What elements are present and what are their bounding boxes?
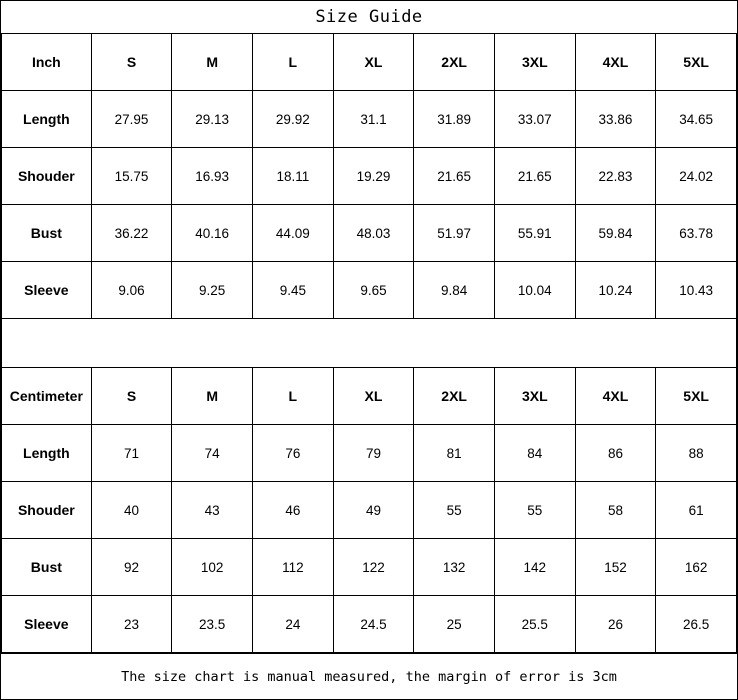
cell: 51.97 (414, 205, 495, 262)
column-header-4xl: 4XL (575, 34, 656, 91)
cell: 19.29 (333, 148, 414, 205)
cell: 36.22 (91, 205, 172, 262)
column-header-4xl: 4XL (575, 368, 656, 425)
cell: 84 (494, 425, 575, 482)
cell: 9.06 (91, 262, 172, 319)
inch-table-wrapper (1, 33, 737, 319)
column-header-xl: XL (333, 34, 414, 91)
cell: 55.91 (494, 205, 575, 262)
cell: 22.83 (575, 148, 656, 205)
column-header-2xl: 2XL (414, 368, 495, 425)
cell: 16.93 (172, 148, 253, 205)
page-title: Size Guide (315, 7, 423, 27)
cell: 10.04 (494, 262, 575, 319)
row-label-sleeve: Sleeve (2, 596, 92, 653)
cell: 9.65 (333, 262, 414, 319)
table-row (2, 91, 737, 148)
row-label-length: Length (2, 91, 92, 148)
table-row (2, 148, 737, 205)
column-header-xl: XL (333, 368, 414, 425)
cell: 59.84 (575, 205, 656, 262)
column-header-5xl: 5XL (656, 368, 737, 425)
cell: 92 (91, 539, 172, 596)
cell: 26.5 (656, 596, 737, 653)
cell: 27.95 (91, 91, 172, 148)
column-header-s: S (91, 368, 172, 425)
cell: 61 (656, 482, 737, 539)
cell: 142 (494, 539, 575, 596)
cell: 25.5 (494, 596, 575, 653)
cell: 31.89 (414, 91, 495, 148)
measurement-note: The size chart is manual measured, the margin of error is 3cm (1, 653, 737, 699)
column-header-s: S (91, 34, 172, 91)
cell: 24 (253, 596, 334, 653)
cell: 79 (333, 425, 414, 482)
row-label-bust: Bust (2, 539, 92, 596)
cell: 44.09 (253, 205, 334, 262)
cell: 74 (172, 425, 253, 482)
column-header-m: M (172, 34, 253, 91)
cell: 18.11 (253, 148, 334, 205)
cell: 88 (656, 425, 737, 482)
inch-unit-label: Inch (2, 34, 92, 91)
table-row (2, 205, 737, 262)
cell: 48.03 (333, 205, 414, 262)
cell: 63.78 (656, 205, 737, 262)
cell: 162 (656, 539, 737, 596)
table-row (2, 539, 737, 596)
row-label-shouder: Shouder (2, 148, 92, 205)
cell: 46 (253, 482, 334, 539)
cell: 15.75 (91, 148, 172, 205)
cell: 55 (414, 482, 495, 539)
table-row (2, 262, 737, 319)
cell: 40.16 (172, 205, 253, 262)
centimeter-size-table (1, 367, 737, 653)
table-row (2, 425, 737, 482)
cell: 76 (253, 425, 334, 482)
cell: 29.13 (172, 91, 253, 148)
row-label-bust: Bust (2, 205, 92, 262)
cell: 31.1 (333, 91, 414, 148)
row-label-shouder: Shouder (2, 482, 92, 539)
cell: 55 (494, 482, 575, 539)
cell: 9.84 (414, 262, 495, 319)
table-header-row (2, 34, 737, 91)
cell: 10.24 (575, 262, 656, 319)
centimeter-table-wrapper (1, 367, 737, 653)
cell: 10.43 (656, 262, 737, 319)
cell: 102 (172, 539, 253, 596)
column-header-2xl: 2XL (414, 34, 495, 91)
cell: 112 (253, 539, 334, 596)
centimeter-unit-label: Centimeter (2, 368, 92, 425)
cell: 34.65 (656, 91, 737, 148)
cell: 9.45 (253, 262, 334, 319)
column-header-l: L (253, 34, 334, 91)
table-separator (1, 319, 737, 367)
column-header-l: L (253, 368, 334, 425)
cell: 122 (333, 539, 414, 596)
cell: 43 (172, 482, 253, 539)
table-row (2, 482, 737, 539)
cell: 23 (91, 596, 172, 653)
cell: 152 (575, 539, 656, 596)
cell: 25 (414, 596, 495, 653)
cell: 21.65 (414, 148, 495, 205)
cell: 71 (91, 425, 172, 482)
row-label-length: Length (2, 425, 92, 482)
cell: 33.07 (494, 91, 575, 148)
column-header-3xl: 3XL (494, 368, 575, 425)
cell: 58 (575, 482, 656, 539)
inch-size-table (1, 33, 737, 319)
cell: 29.92 (253, 91, 334, 148)
cell: 21.65 (494, 148, 575, 205)
row-label-sleeve: Sleeve (2, 262, 92, 319)
cell: 33.86 (575, 91, 656, 148)
cell: 24.02 (656, 148, 737, 205)
cell: 26 (575, 596, 656, 653)
cell: 23.5 (172, 596, 253, 653)
table-header-row (2, 368, 737, 425)
cell: 49 (333, 482, 414, 539)
cell: 24.5 (333, 596, 414, 653)
column-header-m: M (172, 368, 253, 425)
column-header-5xl: 5XL (656, 34, 737, 91)
cell: 81 (414, 425, 495, 482)
cell: 40 (91, 482, 172, 539)
column-header-3xl: 3XL (494, 34, 575, 91)
cell: 9.25 (172, 262, 253, 319)
table-row (2, 596, 737, 653)
cell: 86 (575, 425, 656, 482)
cell: 132 (414, 539, 495, 596)
